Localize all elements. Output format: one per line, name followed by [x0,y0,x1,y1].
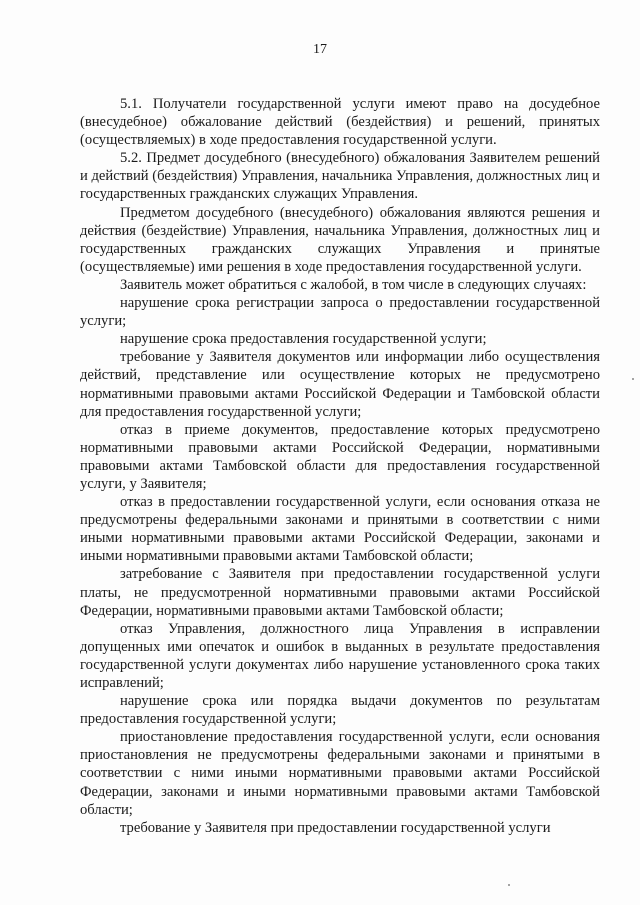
paragraph-5-1: 5.1. Получатели государственной услуги имеют право на досудебное (внесудебное) обжалование действий (бездействия) и решений, принятых (осуществляемых) в ходе предоставления государственной услуги. [80,96,600,149]
list-item-service-refusal: отказ в предоставлении государственной услуги, если основания отказа не предусмотрены федеральными законами и принятыми в соответствии с ними иными нормативными правовыми актами Российской Федерации, законами и иными нормативными правовыми актами Тамбовской области; [80,494,600,565]
list-item-requirement-continued: требование у Заявителя при предоставлении государственной услуги [120,819,551,836]
list-item-reception-refusal: отказ в приеме документов, предоставление которых предусмотрено нормативными правовыми актами Российской Федерации, нормативными правовыми актами Тамбовской области для предоставления государственной услуги, у Заявителя; [80,421,600,492]
scan-artifact [632,378,634,380]
paragraph-subject: Предметом досудебного (внесудебного) обжалования являются решения и действия (бездействие) Управления, начальника Управления, должностных лиц и государственных гражданских служащих Управления и принятые (осуществляемые) ими решения в ходе предоставления государственной услуги. [80,204,600,275]
paragraph-5-2: 5.2. Предмет досудебного (внесудебного) обжалования Заявителем решений и действий (бездействия) Управления, начальника Управления, должностных лиц и государственных гражданских служащих Управления. [80,150,600,203]
list-item-document-requirement: требование у Заявителя документов или информации либо осуществления действий, представление или осуществление которых не предусмотрено нормативными правовыми актами Российской Федерации и Тамбовской области для предоставления государственной услуги; [80,349,600,420]
list-item-suspension: приостановление предоставления государственной услуги, если основания приостановления не предусмотрены федеральными законами и принятыми в соответствии с ними иными нормативными правовыми актами Российской Федерации, законами и иными нормативными правовыми актами Тамбовской области; [80,729,600,818]
document-body [80,95,600,837]
page-number: 17 [313,42,327,57]
list-item-service-deadline: нарушение срока предоставления государственной услуги; [120,331,487,348]
scan-artifact [508,884,510,886]
list-item-correction-refusal: отказ Управления, должностного лица Управления в исправлении допущенных ими опечаток и ошибок в выданных в результате предоставления государственной услуги документах либо нарушение установленного срока таких исправлений; [80,620,600,691]
list-item-registration-deadline: нарушение срока регистрации запроса о предоставлении государственной услуги; [80,295,600,330]
list-item-issuance-violation: нарушение срока или порядка выдачи документов по результатам предоставления государственной услуги; [80,693,600,728]
list-item-fee-demand: затребование с Заявителя при предоставлении государственной услуги платы, не предусмотренной нормативными правовыми актами Российской Федерации, нормативными правовыми актами Тамбовской области; [80,566,600,619]
paragraph-complaint-cases: Заявитель может обратиться с жалобой, в том числе в следующих случаях: [120,276,587,293]
